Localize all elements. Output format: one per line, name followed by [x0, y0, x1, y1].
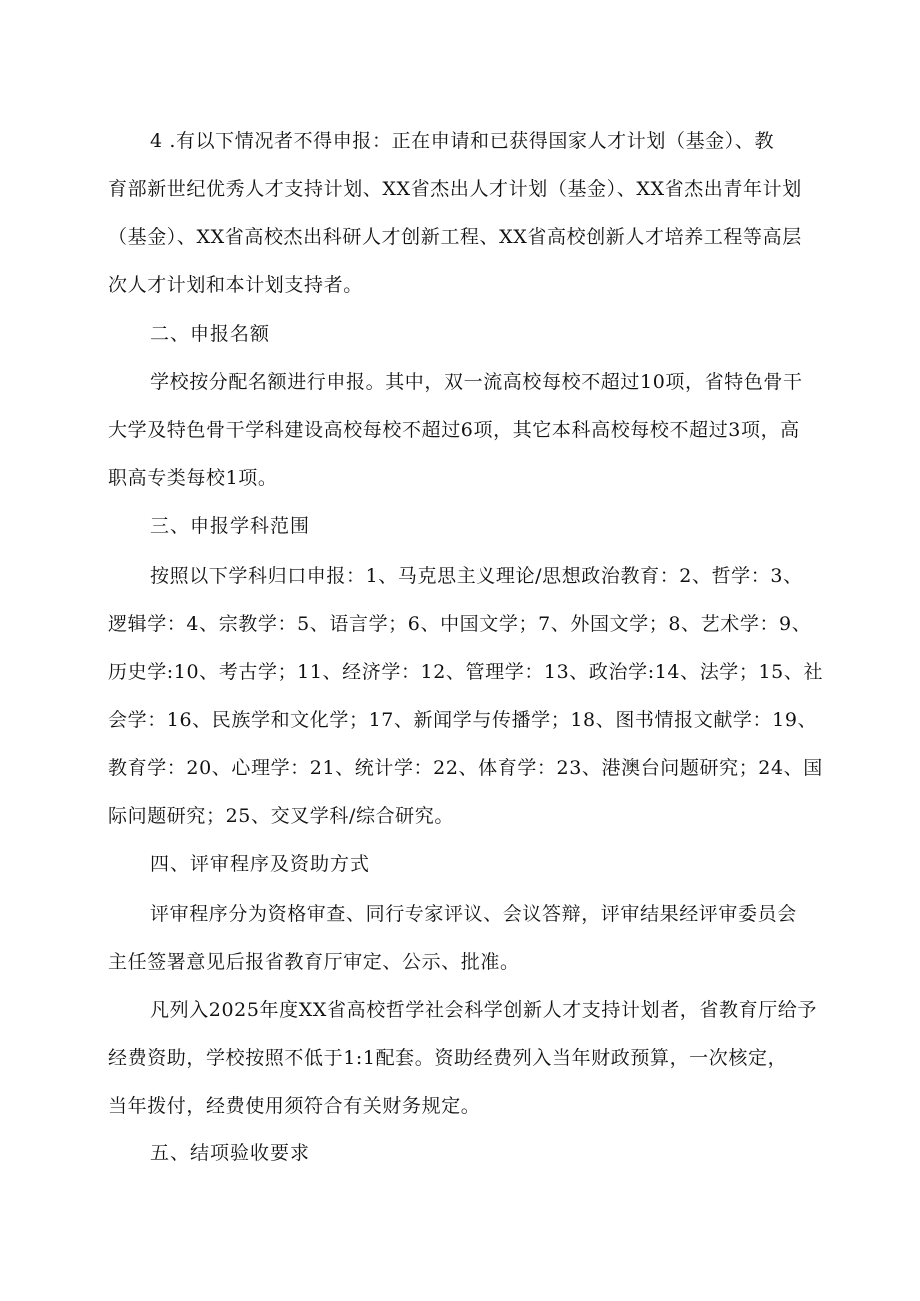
- text-line: 当年拨付，经费使用须符合有关财务规定。: [108, 1095, 481, 1117]
- text-line: 按照以下学科归口申报：1、马克思主义理论/思想政治教育：2、哲学：3、: [150, 565, 803, 587]
- text-line: 历史学:10、考古学；11、经济学：12、管理学：13、政治学:14、法学；15、社: [108, 661, 824, 683]
- text-line: 主任签署意见后报省教育厅审定、公示、批准。: [108, 951, 520, 973]
- text-line: 职高专类每校1项。: [108, 467, 278, 489]
- paragraph-funding: [108, 986, 818, 1130]
- text-line: 际问题研究；25、交叉学科/综合研究。: [108, 805, 454, 827]
- section-heading-quota: 二、申报名额: [150, 323, 271, 345]
- text-line: 经费资助，学校按照不低于1:1配套。资助经费列入当年财政预算，一次核定，: [108, 1047, 788, 1069]
- text-line: 大学及特色骨干学科建设高校每校不超过6项，其它本科高校每校不超过3项，高: [108, 419, 800, 441]
- section-heading-disciplines: 三、申报学科范围: [150, 515, 311, 537]
- text-line: （基金）、XX省高校杰出科研人才创新工程、XX省高校创新人才培养工程等高层: [108, 226, 802, 248]
- text-line: 次人才计划和本计划支持者。: [108, 274, 363, 296]
- text-line: 育部新世纪优秀人才支持计划、XX省杰出人才计划（基金）、XX省杰出青年计划: [108, 178, 802, 200]
- text-line: 评审程序分为资格审查、同行专家评议、会议答辩，评审结果经评审委员会: [150, 903, 797, 925]
- paragraph-disciplines: [108, 552, 824, 840]
- paragraph-review: [108, 890, 808, 986]
- text-line: 学校按分配名额进行申报。其中，双一流高校每校不超过10项，省特色骨干: [150, 371, 803, 393]
- section-heading-review: 四、评审程序及资助方式: [150, 853, 371, 875]
- text-line: 逻辑学：4、宗教学：5、语言学；6、中国文学；7、外国文学；8、艺术学：9、: [108, 613, 812, 635]
- paragraph-eligibility: [108, 117, 808, 309]
- text-line: 教育学：20、心理学：21、统计学：22、体育学：23、港澳台问题研究；24、国: [108, 757, 823, 779]
- text-line: 凡列入2025年度XX省高校哲学社会科学创新人才支持计划者，省教育厅给予: [150, 999, 818, 1021]
- text-line: 4 .有以下情况者不得申报：正在申请和已获得国家人才计划（基金）、教: [150, 130, 775, 152]
- text-line: 会学：16、民族学和文化学；17、新闻学与传播学；18、图书情报文献学：19、: [108, 709, 818, 731]
- section-heading-acceptance: 五、结项验收要求: [150, 1142, 311, 1164]
- paragraph-quota: [108, 358, 808, 502]
